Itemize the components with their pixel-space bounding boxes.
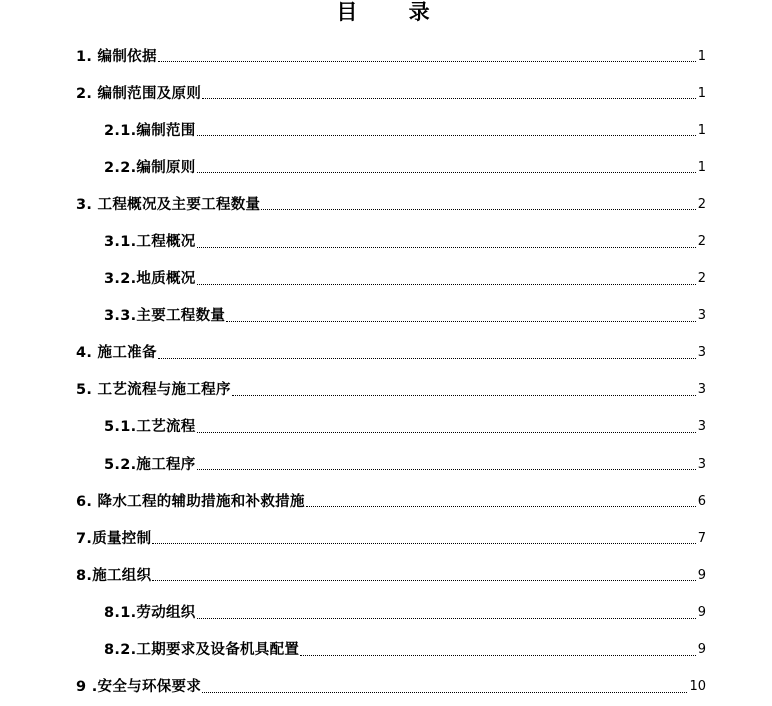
toc-entry-label: 6. 降水工程的辅助措施和补救措施 [76,493,305,510]
toc-entry-3[interactable] [0,186,772,223]
toc-entry-7[interactable] [0,520,772,557]
toc-entry-3-1[interactable] [0,223,772,260]
toc-page-number: 3 [697,382,706,398]
toc-dot-leader [300,655,696,656]
toc-list [0,38,772,706]
toc-entry-3-3[interactable] [0,298,772,335]
toc-page-number: 7 [697,530,706,546]
toc-page-number: 9 [697,567,706,583]
toc-title: 目 录 [336,0,452,24]
toc-entry-label: 9 .安全与环保要求 [76,679,202,696]
toc-entry-label: 3. 工程概况及主要工程数量 [76,196,261,213]
toc-entry-label: 2.1.编制范围 [104,122,196,139]
toc-page-number: 2 [697,271,706,287]
toc-entry-label: 5.1.工艺流程 [104,419,196,436]
toc-entry-3-2[interactable] [0,261,772,298]
toc-entry-2[interactable] [0,75,772,112]
toc-entry-5-2[interactable] [0,446,772,483]
toc-entry-2-1[interactable] [0,112,772,149]
toc-dot-leader [226,321,696,322]
toc-entry-label: 3.3.主要工程数量 [104,308,226,325]
toc-page-number: 6 [697,493,706,509]
toc-entry-8[interactable] [0,557,772,594]
toc-dot-leader [261,209,695,210]
toc-dot-leader [202,692,687,693]
toc-entry-8-2[interactable] [0,632,772,669]
toc-page-number: 3 [697,345,706,361]
toc-page-number: 9 [697,604,706,620]
toc-entry-1[interactable] [0,38,772,75]
toc-page-number: 3 [697,419,706,435]
toc-page-number: 1 [697,122,706,138]
toc-dot-leader [197,135,696,136]
toc-entry-8-1[interactable] [0,594,772,631]
toc-entry-label: 2.2.编制原则 [104,159,196,176]
toc-entry-label: 3.2.地质概况 [104,271,196,288]
toc-dot-leader [197,284,696,285]
toc-page-number: 2 [697,234,706,250]
toc-entry-4[interactable] [0,335,772,372]
toc-page-number: 1 [697,85,706,101]
toc-dot-leader [197,618,696,619]
toc-dot-leader [202,98,696,99]
toc-page-number: 3 [697,308,706,324]
toc-entry-9[interactable] [0,669,772,706]
toc-entry-5-1[interactable] [0,409,772,446]
toc-entry-2-2[interactable] [0,149,772,186]
toc-dot-leader [158,358,696,359]
toc-entry-label: 1. 编制依据 [76,48,157,65]
toc-dot-leader [197,247,696,248]
toc-entry-label: 5. 工艺流程与施工程序 [76,382,231,399]
toc-entry-label: 8.2.工期要求及设备机具配置 [104,642,300,659]
toc-entry-5[interactable] [0,372,772,409]
toc-entry-label: 7.质量控制 [76,530,152,547]
toc-page-number: 3 [697,456,706,472]
toc-page-number: 1 [697,159,706,175]
toc-page-number: 1 [697,48,706,64]
toc-dot-leader [158,61,696,62]
toc-entry-6[interactable] [0,483,772,520]
toc-entry-label: 5.2.施工程序 [104,456,196,473]
toc-page-number: 2 [697,196,706,212]
toc-entry-label: 3.1.工程概况 [104,234,196,251]
toc-entry-label: 8.1.劳动组织 [104,604,196,621]
toc-dot-leader [197,469,696,470]
toc-page-number: 10 [689,679,706,695]
toc-entry-label: 4. 施工准备 [76,345,157,362]
toc-dot-leader [152,580,695,581]
toc-dot-leader [306,506,696,507]
toc-entry-label: 2. 编制范围及原则 [76,85,202,102]
toc-entry-label: 8.施工组织 [76,567,152,584]
toc-dot-leader [197,172,696,173]
toc-page-number: 9 [697,642,706,658]
toc-dot-leader [197,432,696,433]
toc-dot-leader [232,395,696,396]
toc-dot-leader [152,543,695,544]
